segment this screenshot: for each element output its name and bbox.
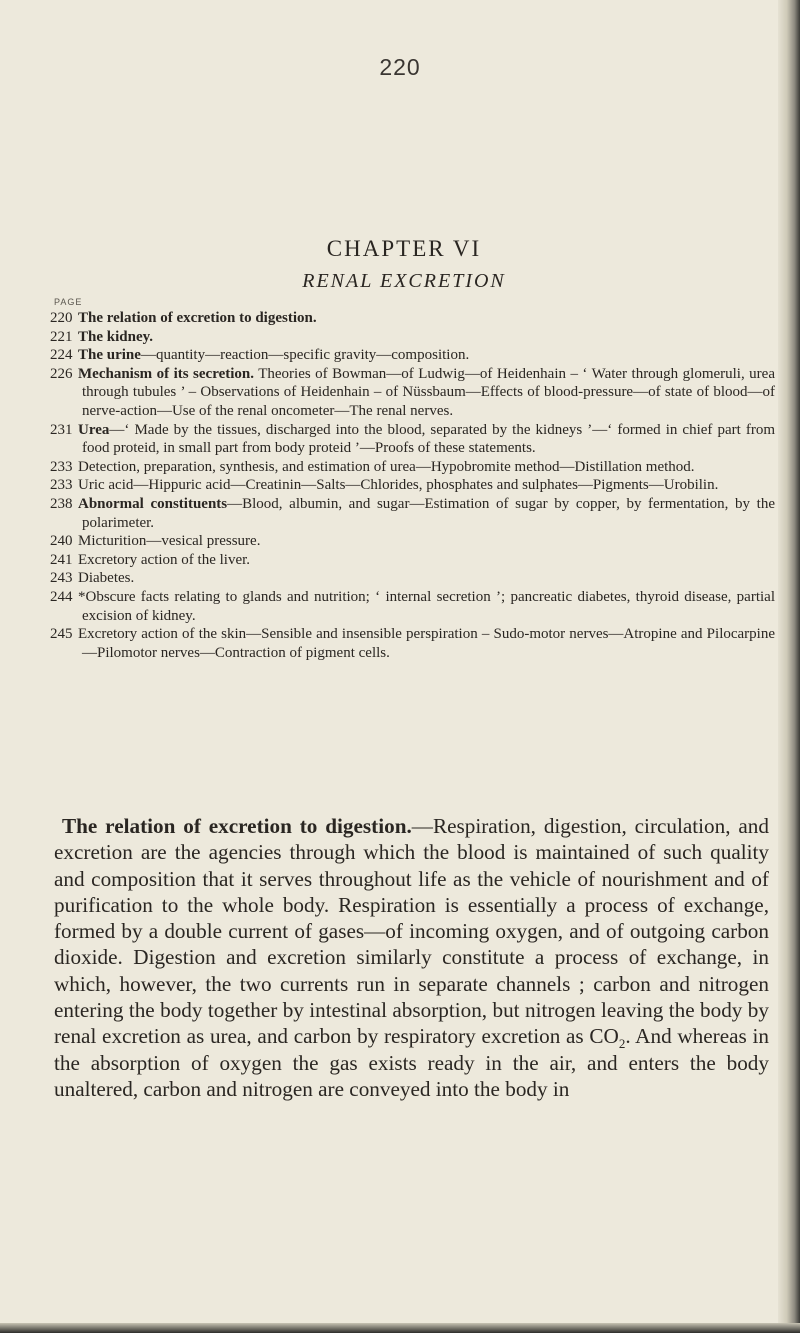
contents-description: —Blood, albumin, and sugar—Estimation of sugar by copper, by fermentation, by the polarimeter. (82, 495, 775, 531)
contents-entry (50, 476, 775, 495)
contents-lead: The urine (78, 347, 141, 364)
page-column-label: PAGE (54, 297, 83, 307)
contents-entry (50, 365, 775, 421)
contents-text (78, 551, 775, 570)
contents-entry (50, 532, 775, 551)
contents-entry (50, 328, 775, 347)
contents-entry (50, 495, 775, 532)
paragraph-heading: The relation of excretion to digestion. (62, 814, 412, 838)
contents-lead: Abnormal constituents (78, 495, 228, 512)
contents-text (78, 365, 775, 421)
chapter-contents (50, 309, 775, 662)
contents-page-number: 244 (50, 588, 73, 605)
contents-page-number: 241 (50, 551, 73, 568)
contents-entry (50, 421, 775, 458)
co2-subscript: 2 (618, 1036, 626, 1052)
section-title: RENAL EXCRETION (302, 270, 506, 292)
contents-text (78, 476, 775, 495)
contents-entry (50, 588, 775, 625)
contents-text (78, 309, 775, 328)
contents-page-number: 224 (50, 347, 73, 364)
contents-description: —‘ Made by the tissues, discharged into the blood, separated by the kidneys ’—‘ formed in chief part from food proteid, in small part from body proteid ’—Proofs of these statements. (82, 421, 775, 457)
contents-description: Detection, preparation, synthesis, and estimation of urea—Hypobromite method—Distillation method. (78, 458, 695, 475)
contents-lead: Urea (78, 421, 110, 438)
contents-text (78, 495, 775, 532)
contents-text (78, 346, 775, 365)
page-number: 220 (379, 54, 421, 80)
contents-entry (50, 625, 775, 662)
contents-description: Excretory action of the liver. (78, 551, 251, 568)
contents-page-number: 245 (50, 626, 73, 643)
contents-page-number: 231 (50, 421, 73, 438)
contents-page-number: 233 (50, 477, 73, 494)
contents-text (78, 588, 775, 625)
contents-lead: The kidney. (78, 328, 154, 345)
contents-entry (50, 458, 775, 477)
contents-description: Micturition—vesical pressure. (78, 533, 261, 550)
contents-entry (50, 569, 775, 588)
contents-text (78, 458, 775, 477)
contents-description: Uric acid—Hippuric acid—Creatinin—Salts—Chlorides, phosphates and sulphates—Pigments—Urobilin. (78, 477, 719, 494)
contents-lead: The relation of excretion to digestion. (78, 310, 317, 326)
contents-page-number: 240 (50, 533, 73, 550)
contents-page-number: 221 (50, 328, 73, 345)
contents-page-number: 243 (50, 570, 73, 587)
contents-text (78, 421, 775, 458)
contents-page-number: 233 (50, 458, 73, 475)
contents-page-number: 226 (50, 365, 73, 382)
contents-text (78, 328, 775, 347)
paragraph-text-continued: . And whereas in the absorption of oxygen the gas exists ready in the air, and enters the body unaltered, carbon and nitrogen are conveyed into the body in (54, 1024, 769, 1101)
contents-entry (50, 309, 775, 328)
contents-description: Excretory action of the skin—Sensible and insensible perspiration – Sudo-motor nerves—Atropine and Pilocarpine—Pilomotor nerves—Contraction of pigment cells. (78, 626, 775, 661)
contents-description: Theories of Bowman—of Ludwig—of Heidenhain – ‘ Water through glomeruli, urea through tubules ’ – Observations of Heidenhain – of Nüssbaum—Effects of blood-pressure—of state of blood—of nerve-action—Use of the renal oncometer—The renal nerves. (82, 365, 775, 419)
page-edge-shadow (778, 0, 800, 1333)
contents-text (78, 532, 775, 551)
contents-entry (50, 346, 775, 365)
contents-description: *Obscure facts relating to glands and nutrition; ‘ internal secretion ’; pancreatic diabetes, thyroid disease, partial excision of kidney. (78, 588, 775, 624)
contents-text (78, 569, 775, 588)
contents-entry (50, 551, 775, 570)
body-paragraph (54, 813, 769, 1102)
paragraph-text: —Respiration, digestion, circulation, and excretion are the agencies through which the blood is maintained of such quality and composition that it serves throughout life as the vehicle of nourishment and of purification to the whole body. Respiration is essentially a process of exchange, formed by a double current of gases—of incoming oxygen, and of outgoing carbon dioxide. Digestion and excretion similarly constitute a process of exchange, in which, however, the two currents run in separate channels ; carbon and nitrogen entering the body together by intestinal absorption, but nitrogen leaving the body by renal excretion as urea, and carbon by respiratory excretion as CO (54, 814, 769, 1049)
contents-page-number: 238 (50, 495, 73, 512)
contents-description: Diabetes. (78, 570, 135, 587)
page-bottom-edge (0, 1323, 800, 1333)
chapter-title: CHAPTER VI (326, 236, 482, 261)
contents-lead: Mechanism of its secretion. (78, 365, 255, 382)
contents-description: —quantity—reaction—specific gravity—composition. (140, 347, 470, 364)
contents-page-number: 220 (50, 310, 73, 326)
contents-text (78, 625, 775, 662)
